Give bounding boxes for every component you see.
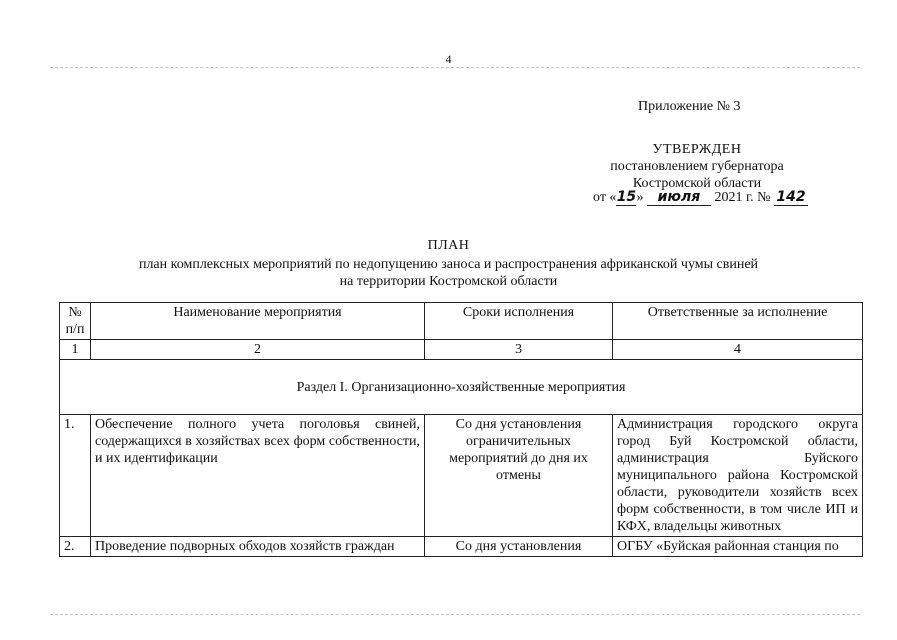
header-num: № п/п — [60, 303, 91, 340]
plan-title: ПЛАН — [427, 238, 470, 253]
plan-subtitle-line2: на территории Костромской области — [339, 274, 558, 289]
column-number: 2 — [91, 340, 425, 360]
date-mid: » — [636, 190, 644, 205]
table-header-row — [60, 303, 863, 340]
row-name: Проведение подворных обходов хозяйств граждан — [91, 537, 425, 557]
scan-line-bottom — [50, 614, 860, 615]
row-number: 2. — [60, 537, 91, 557]
table-row — [60, 537, 863, 557]
plan-subtitle — [0, 256, 897, 290]
section-title: Раздел I. Организационно-хозяйственные мероприятия — [60, 360, 863, 415]
row-term: Со дня установления — [425, 537, 613, 557]
section-row — [60, 360, 863, 415]
plan-subtitle-line1: план комплексных мероприятий по недопущению заноса и распространения африканской чумы свиней — [138, 257, 759, 272]
header-term: Сроки исполнения — [425, 303, 613, 340]
date-month: июля — [647, 190, 711, 206]
approved-region: Костромской области — [632, 176, 762, 191]
page-number: 4 — [445, 52, 452, 66]
row-term: Со дня установления ограничительных мероприятий до дня их отмены — [425, 415, 613, 537]
column-number: 3 — [425, 340, 613, 360]
header-name: Наименование мероприятия — [91, 303, 425, 340]
decree-number: 142 — [774, 190, 808, 206]
approved-by: постановлением губернатора — [610, 159, 784, 174]
column-number: 1 — [60, 340, 91, 360]
date-day: 15 — [616, 189, 637, 205]
date-year: 2021 г. № — [714, 190, 771, 205]
row-responsible: Администрация городского округа город Буй Костромской области, администрация Буйского муниципального района Костромской области, руководители хозяйств всех форм собственности, в том числе ИП и КФХ, владельцы животных — [613, 415, 863, 537]
row-responsible: ОГБУ «Буйская районная станция по — [613, 537, 863, 557]
approved-title: УТВЕРЖДЕН — [652, 142, 742, 157]
date-prefix: от « — [593, 190, 617, 205]
appendix-label: Приложение № 3 — [638, 99, 741, 114]
column-number: 4 — [613, 340, 863, 360]
row-name: Обеспечение полного учета поголовья свиней, содержащихся в хозяйствах всех форм собственности, и их идентификации — [91, 415, 425, 537]
column-number-row — [60, 340, 863, 360]
row-number: 1. — [60, 415, 91, 537]
table-row — [60, 415, 863, 537]
header-responsible: Ответственные за исполнение — [613, 303, 863, 340]
approval-date-line — [593, 190, 808, 206]
plan-table — [59, 302, 863, 557]
approval-block — [562, 141, 832, 192]
scan-line-top — [50, 67, 860, 68]
